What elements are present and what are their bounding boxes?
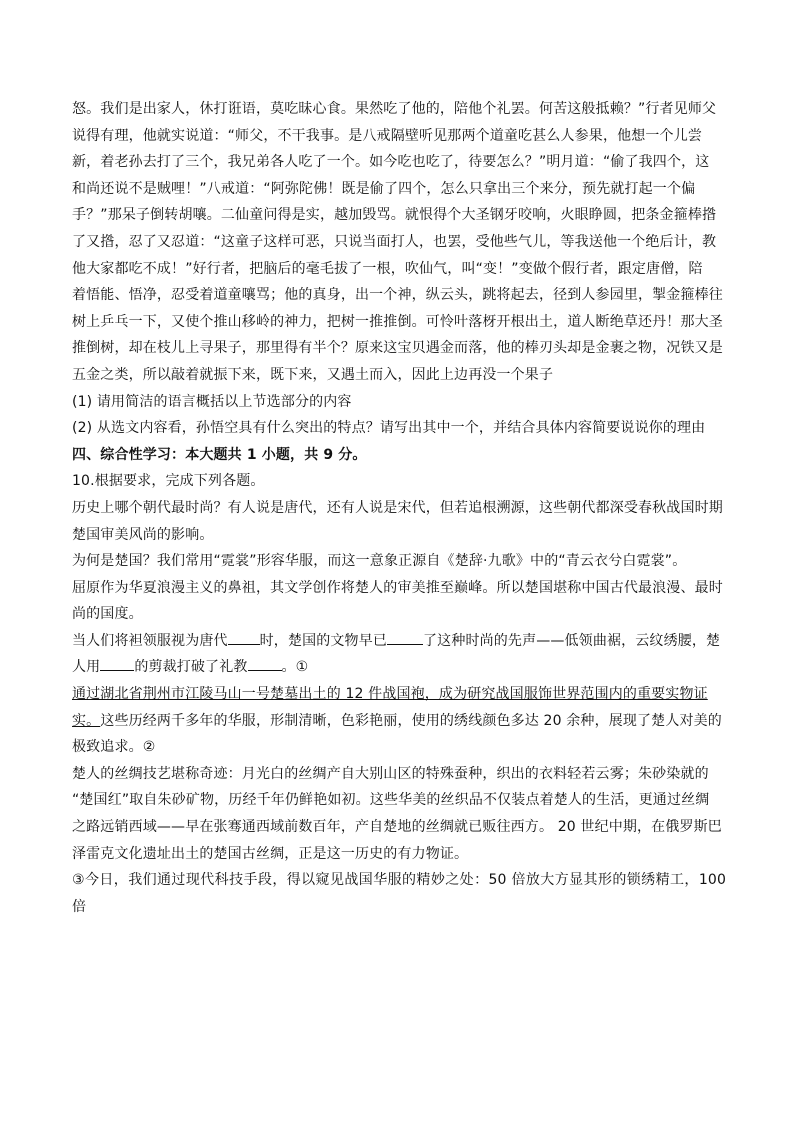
question-2: (2) 从选文内容看，孙悟空具有什么突出的特点？请写出其中一个，并结合具体内容简要说说你的理由 xyxy=(72,420,706,437)
para4-line xyxy=(72,681,726,708)
para1-line: 楚国审美风尚的影响。 xyxy=(72,526,214,543)
para5-line: 之路远销西域——早在张骞通西域前数百年，产自楚地的丝绸就已贩往西方。 20 世纪中期，在俄罗斯巴 xyxy=(72,819,722,836)
para1-line: 历史上哪个朝代最时尚？有人说是唐代，还有人说是宋代，但若追根溯源，这些朝代都深受春秋战国时期 xyxy=(72,499,723,516)
para3-text: 了这种时尚的先声——低领曲裾，云纹绣腰，楚 xyxy=(423,632,721,649)
para2-line: 为何是楚国？我们常用“霓裳”形容华服，而这一意象正源自《楚辞·九歌》中的“青云衣兮白霓裳”。 xyxy=(72,553,687,570)
para3-line xyxy=(72,654,726,681)
answer-blank[interactable] xyxy=(248,656,282,671)
para3-text: 。① xyxy=(281,659,309,676)
para5-line: “楚国红”取自朱砂矿物，历经千年仍鲜艳如初。这些华美的丝织品不仅装点着楚人的生活，更通过丝绸 xyxy=(72,792,710,809)
passage-line: 新，着老孙去打了三个，我兄弟各人吃了一个。如今吃也吃了，待要怎么？”明月道：“偷了我四个，这 xyxy=(72,154,710,171)
passage-line: 五金之类，所以敲着就振下来，既下来，又遇土而入，因此上边再没一个果子 xyxy=(72,366,554,383)
passage-line: 手？”那呆子倒转胡嚷。二仙童问得是实，越加毁骂。就恨得个大圣钢牙咬响，火眼睁圆，把条金箍棒揝 xyxy=(72,207,717,224)
answer-blank[interactable] xyxy=(100,656,134,671)
para5-line: 楚人的丝绸技艺堪称奇迹：月光白的丝绸产自大别山区的特殊蚕种，织出的衣料轻若云雾；朱砂染就的 xyxy=(72,765,709,782)
underlined-sentence: 实。 xyxy=(72,712,101,729)
para3-text: 的剪裁打破了礼教 xyxy=(134,659,248,676)
passage-line: 说得有理，他就实说道：“师父，不干我事。是八戒隔壁听见那两个道童吃甚么人参果，他想一个儿尝 xyxy=(72,127,702,144)
para3-text: 人用 xyxy=(72,659,101,676)
para3-text: 当人们将袒领服视为唐代 xyxy=(72,632,228,649)
answer-blank[interactable] xyxy=(228,630,260,645)
section-heading: 四、综合性学习：本大题共 1 小题，共 9 分。 xyxy=(72,446,367,463)
para4-text: 这些历经两千多年的华服，形制清晰，色彩艳丽，使用的绣线颜色多达 20 余种，展现了楚人对美的 xyxy=(100,712,722,729)
para3-line xyxy=(72,628,726,655)
passage-line: 推倒树，却在枝儿上寻果子，那里得有半个？原来这宝贝遇金而落，他的棒刃头却是金裹之物，况铁又是 xyxy=(72,340,723,357)
document-page xyxy=(72,96,726,920)
passage-line: 怒。我们是出家人，休打诳语，莫吃昧心食。果然吃了他的，陪他个礼罢。何苦这般抵赖？”行者见师父 xyxy=(72,101,717,117)
passage-line: 着悟能、悟净，忍受着道童嚷骂；他的真身，出一个神，纵云头，跳将起去，径到人参园里，掣金箍棒往 xyxy=(72,287,723,304)
para2-line: 尚的国度。 xyxy=(72,606,143,623)
question-1: (1) 请用简洁的语言概括以上节选部分的内容 xyxy=(72,393,352,410)
para6-line: ③今日，我们通过现代科技手段，得以窥见战国华服的精妙之处：50 倍放大方显其形的锁绣精工，100 倍 xyxy=(72,872,726,915)
para5-line: 泽雷克文化遗址出土的楚国古丝绸，正是这一历史的有力物证。 xyxy=(72,845,469,862)
question-10: 10.根据要求，完成下列各题。 xyxy=(72,473,265,490)
para4-line xyxy=(72,708,726,735)
underlined-sentence: 通过湖北省荆州市江陵马山一号楚墓出土的 12 件战国袍，成为研究战国服饰世界范围内的重要实物证 xyxy=(72,686,708,703)
passage-line: 树上乒乓一下，又使个推山移岭的神力，把树一推推倒。可怜叶落枒开根出土，道人断绝草还丹！那大圣 xyxy=(72,313,723,330)
passage-line: 和尚还说不是贼哩！”八戒道：“阿弥陀佛！既是偷了四个，怎么只拿出三个来分，预先就打起一个偏 xyxy=(72,180,696,197)
passage-line: 了又揝，忍了又忍道：“这童子这样可恶，只说当面打人，也罢，受他些气儿，等我送他一个绝后计，教 xyxy=(72,233,717,250)
para4-line: 极致追求。② xyxy=(72,739,156,756)
para2-line: 屈原作为华夏浪漫主义的鼻祖，其文学创作将楚人的审美推至巅峰。所以楚国堪称中国古代最浪漫、最时 xyxy=(72,579,723,596)
answer-blank[interactable] xyxy=(387,630,423,645)
passage-line: 他大家都吃不成！”好行者，把脑后的毫毛拔了一根，吹仙气，叫“变！”变做个假行者，跟定唐僧，陪 xyxy=(72,260,703,277)
para3-text: 时，楚国的文物早已 xyxy=(259,632,388,649)
